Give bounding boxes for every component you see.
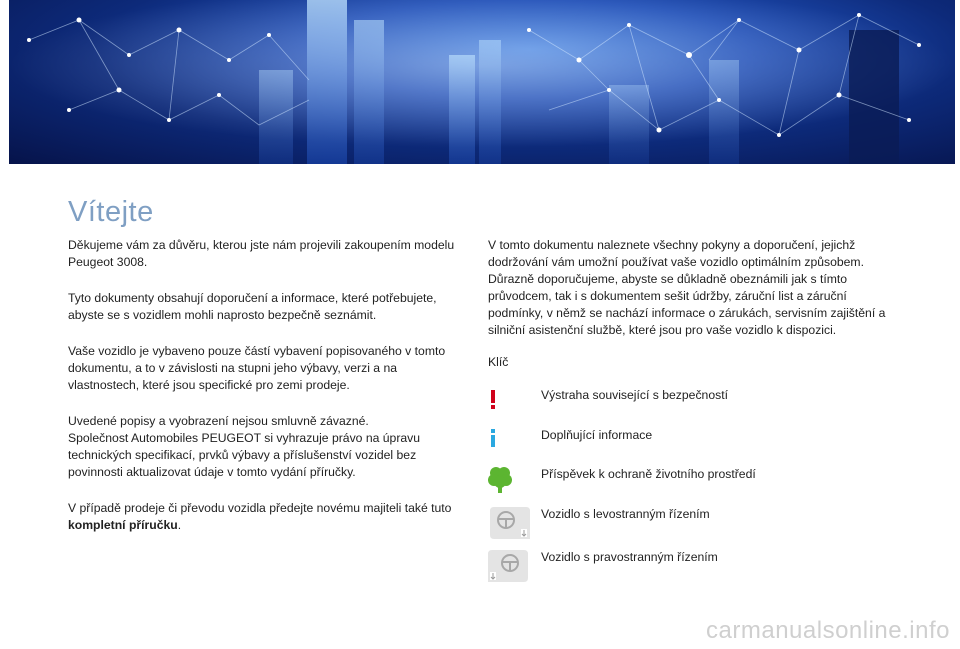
thanks-paragraph: Děkujeme vám za důvěru, kterou jste nám projevili zakoupením modelu Peugeot 3008. xyxy=(68,238,455,269)
legend-text-info: Doplňující informace xyxy=(541,428,653,442)
intro-left-column xyxy=(68,237,468,534)
network-city-illustration xyxy=(9,0,955,164)
intro-right-column xyxy=(488,237,888,339)
legend-text-rhd: Vozidlo s pravostranným řízením xyxy=(541,550,718,564)
complete-manual-emphasis: kompletní příručku xyxy=(68,518,178,532)
tree-icon xyxy=(488,465,530,501)
transfer-paragraph xyxy=(68,500,468,534)
documents-paragraph: Tyto dokumenty obsahují doporučení a informace, které potřebujete, abyste se s vozidlem mohli naprosto bezpečně seznámit. xyxy=(68,291,437,322)
info-icon xyxy=(488,426,530,462)
page-title: Vítejte xyxy=(68,196,154,228)
disclaimer-line: Uvedené popisy a vyobrazení nejsou smluvně závazné. xyxy=(68,414,369,428)
left-hand-drive-icon xyxy=(488,505,530,541)
legend-text-environment: Příspěvek k ochraně životního prostředí xyxy=(541,467,756,481)
legend-item-rhd xyxy=(488,548,908,584)
equipment-paragraph: Vaše vozidlo je vybaveno pouze částí vybavení popisovaného v tomto dokumentu, a to v závislosti na stupni jeho výbavy, verzi a na vlastnostech, které jsou specifické pro zemi prodeje. xyxy=(68,344,446,392)
legend-text-warning: Výstraha související s bezpečností xyxy=(541,388,728,402)
legend-text-lhd: Vozidlo s levostranným řízením xyxy=(541,507,710,521)
legend-item-warning xyxy=(488,386,908,422)
legend-item-info xyxy=(488,426,908,462)
transfer-text: V případě prodeje či převodu vozidla předejte novému majiteli také tuto xyxy=(68,501,452,515)
guide-paragraph: V tomto dokumentu naleznete všechny pokyny a doporučení, jejichž dodržování vám umožní používat vaše vozidlo optimálním způsobem. Důrazně doporučujeme, abyste se důkladně obeznámili jak s tímto průvodcem, tak i s dokumentem sešit údržby, záruční list a záruční podmínky, v němž se nachází informace o zárukách, servisním zajištění a silniční asistenční službě, které jsou pro vaše vozidlo k dispozici. xyxy=(488,238,886,337)
watermark-text: carmanualsonline.info xyxy=(706,617,950,644)
transfer-end: . xyxy=(177,518,182,532)
legend-item-environment xyxy=(488,465,908,501)
rights-paragraph: Společnost Automobiles PEUGEOT si vyhrazuje právo na úpravu technických specifikací, prvků výbavy a příslušenství vozidel bez povinnosti aktualizovat údaje v tomto vydání příručky. xyxy=(68,431,421,479)
legend-heading: Klíč xyxy=(488,355,509,369)
exclamation-icon xyxy=(488,386,530,422)
right-hand-drive-icon xyxy=(488,548,530,584)
hero-banner-image xyxy=(9,0,955,164)
legend-item-lhd xyxy=(488,505,908,541)
